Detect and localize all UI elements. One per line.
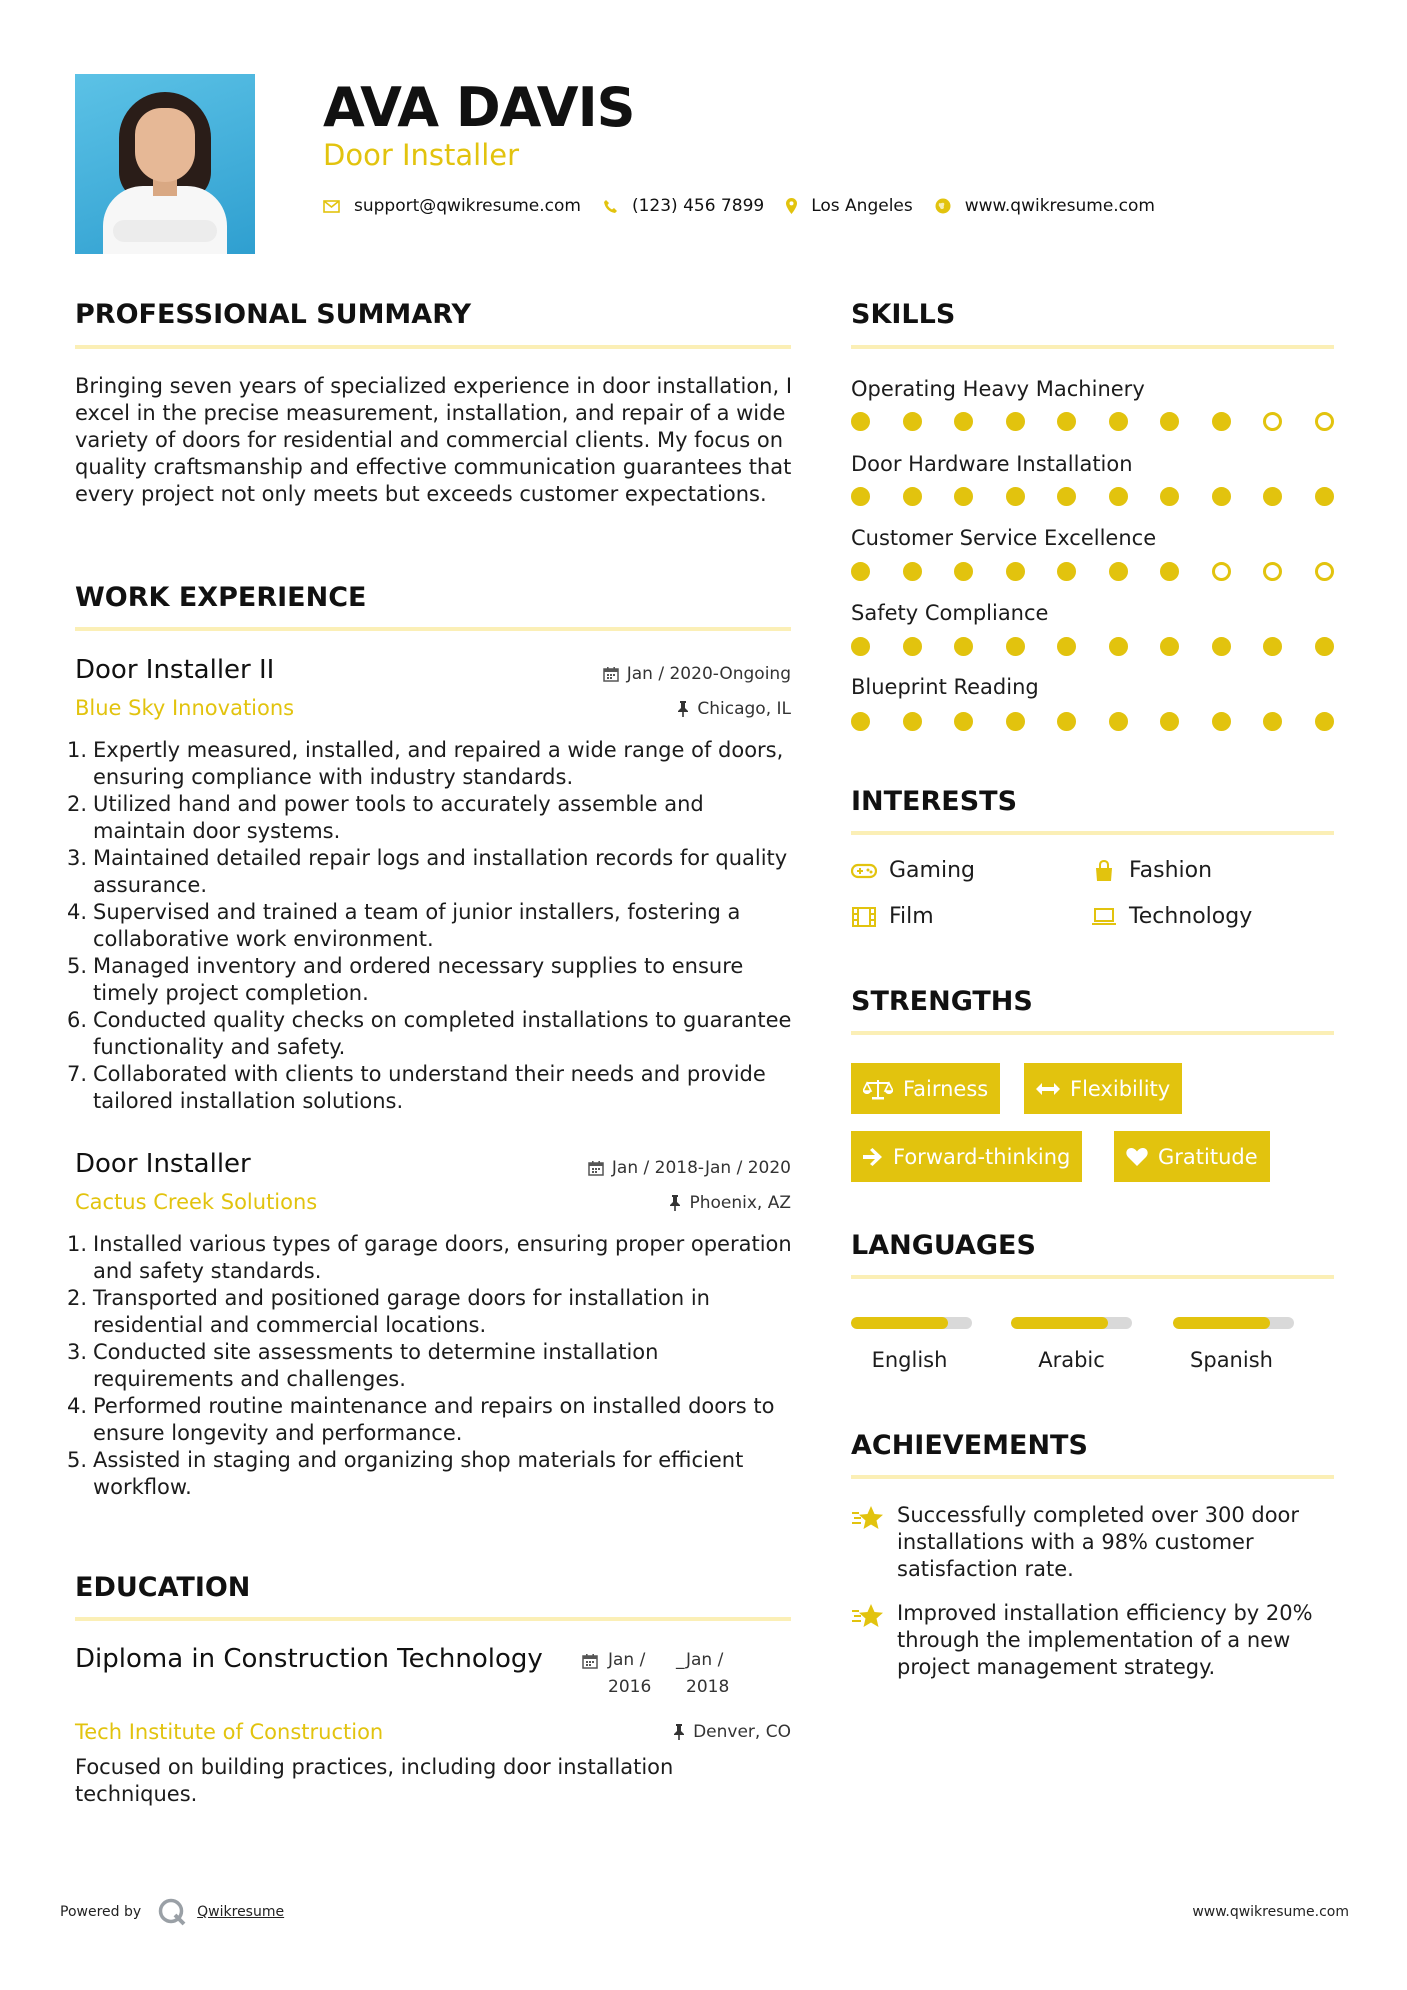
job-bullets	[75, 737, 797, 1115]
skill-dot-filled	[851, 487, 870, 506]
skill-dot-filled	[1263, 637, 1282, 656]
skill-dot-filled	[1006, 712, 1025, 731]
list-item: Maintained detailed repair logs and installation records for quality assurance.	[93, 846, 788, 897]
skill-dot-filled	[1315, 637, 1334, 656]
skill-dot-filled	[954, 712, 973, 731]
pin-icon	[677, 701, 689, 717]
skill-dot-filled	[1057, 487, 1076, 506]
laptop-icon	[1091, 906, 1117, 928]
skill-dot-empty	[1263, 412, 1282, 431]
skill-dot-filled	[1109, 712, 1128, 731]
list-item: Assisted in staging and organizing shop materials for efficient workflow.	[93, 1448, 744, 1499]
summary-heading: PROFESSIONAL SUMMARY	[75, 299, 472, 330]
job-date-text: Jan / 2020-Ongoing	[626, 664, 791, 684]
skill-dot-filled	[1057, 412, 1076, 431]
skill-dot-filled	[851, 637, 870, 656]
arrows-horizontal-icon	[1036, 1083, 1060, 1095]
skill-dot-filled	[1212, 412, 1231, 431]
skill-dot-filled	[1160, 712, 1179, 731]
list-item: Managed inventory and ordered necessary supplies to ensure timely project completion.	[93, 954, 744, 1005]
language-name: Arabic	[1038, 1348, 1105, 1372]
skills-divider	[851, 345, 1334, 349]
end-year: 2018	[686, 1677, 730, 1697]
skill-dot-filled	[954, 562, 973, 581]
job-location-text: Chicago, IL	[697, 699, 791, 719]
strengths-divider	[851, 1031, 1334, 1035]
job-bullets	[75, 1231, 797, 1501]
job-date	[480, 662, 791, 686]
list-item: Collaborated with clients to understand their needs and provide tailored installation solutions.	[93, 1062, 766, 1113]
degree-title: Diploma in Construction Technology	[75, 1644, 543, 1674]
skill-dot-filled	[851, 412, 870, 431]
language-name: Spanish	[1190, 1348, 1273, 1372]
skill-dot-filled	[1160, 562, 1179, 581]
achievement-text: Improved installation efficiency by 20% through the implementation of a new project management strategy.	[897, 1601, 1313, 1679]
gamepad-icon	[851, 860, 877, 882]
job-title: Door Installer	[75, 1149, 251, 1179]
contact-location: Los Angeles	[811, 196, 913, 216]
job-location	[480, 1191, 791, 1215]
interest-label: Film	[889, 904, 934, 929]
skill-dot-filled	[1160, 637, 1179, 656]
strength-label: Forward-thinking	[893, 1144, 1071, 1169]
interest-fashion	[1091, 857, 1212, 885]
skill-dot-filled	[1006, 562, 1025, 581]
interest-label: Gaming	[889, 858, 975, 883]
skill-dot-filled	[1263, 487, 1282, 506]
skill-rating	[851, 712, 1366, 731]
shopping-bag-icon	[1091, 860, 1117, 882]
skill-dot-empty	[1315, 562, 1334, 581]
skill-dot-empty	[1212, 562, 1231, 581]
skill-dot-filled	[1315, 712, 1334, 731]
achievement-item	[851, 1502, 1337, 1583]
skill-dot-filled	[1315, 487, 1334, 506]
education-end	[686, 1647, 746, 1701]
job-date	[480, 1156, 791, 1180]
strengths-heading: STRENGTHS	[851, 986, 1033, 1017]
skill-dot-filled	[954, 637, 973, 656]
language-level-bar	[1011, 1317, 1132, 1329]
job-company: Cactus Creek Solutions	[75, 1190, 318, 1214]
language-name: English	[871, 1348, 948, 1372]
date-separator: _	[676, 1650, 685, 1670]
skill-dot-filled	[954, 487, 973, 506]
pin-icon	[673, 1724, 685, 1740]
education-location-text: Denver, CO	[693, 1722, 791, 1742]
languages-heading: LANGUAGES	[851, 1230, 1036, 1261]
qwikresume-logo-icon	[157, 1897, 187, 1927]
end-month: Jan /	[686, 1650, 724, 1670]
language-level-bar	[851, 1317, 972, 1329]
candidate-name: AVA DAVIS	[323, 76, 635, 139]
strength-label: Fairness	[903, 1076, 989, 1101]
achievement-text: Successfully completed over 300 door installations with a 98% customer satisfaction rate.	[897, 1503, 1300, 1581]
skill-rating	[851, 562, 1366, 581]
skill-dot-filled	[1212, 712, 1231, 731]
skill-dot-filled	[1109, 487, 1128, 506]
powered-by	[60, 1897, 284, 1927]
interests-divider	[851, 831, 1334, 835]
list-item: Expertly measured, installed, and repaired a wide range of doors, ensuring compliance with industry standards.	[93, 738, 784, 789]
languages-divider	[851, 1275, 1334, 1279]
strength-label: Gratitude	[1158, 1144, 1258, 1169]
footer-url[interactable]: www.qwikresume.com	[1192, 1904, 1349, 1920]
job-location-text: Phoenix, AZ	[689, 1193, 791, 1213]
list-item: Transported and positioned garage doors for installation in residential and commercial locations.	[93, 1286, 710, 1337]
map-marker-icon	[786, 198, 797, 214]
experience-divider	[75, 627, 791, 631]
skill-dot-filled	[903, 412, 922, 431]
star-icon	[851, 1502, 885, 1583]
skill-rating	[851, 637, 1366, 656]
skill-rating	[851, 412, 1366, 431]
skill-dot-filled	[903, 487, 922, 506]
skill-dot-filled	[1057, 562, 1076, 581]
film-icon	[851, 906, 877, 928]
envelope-icon	[323, 200, 340, 213]
balance-scale-icon	[863, 1078, 893, 1100]
achievements-heading: ACHIEVEMENTS	[851, 1430, 1088, 1461]
skill-dot-filled	[1160, 412, 1179, 431]
summary-divider	[75, 345, 791, 349]
skill-dot-filled	[851, 712, 870, 731]
interests-heading: INTERESTS	[851, 786, 1018, 817]
school-name: Tech Institute of Construction	[75, 1720, 384, 1744]
star-icon	[851, 1600, 885, 1681]
list-item: Conducted quality checks on completed installations to guarantee functionality and safety.	[93, 1008, 792, 1059]
brand-link[interactable]: Qwikresume	[197, 1904, 285, 1920]
skills-heading: SKILLS	[851, 299, 956, 330]
skill-dot-filled	[1109, 562, 1128, 581]
language-level-fill	[851, 1317, 948, 1329]
strength-badge	[1024, 1063, 1182, 1114]
language-level-fill	[1011, 1317, 1108, 1329]
achievement-item	[851, 1600, 1337, 1681]
skill-dot-filled	[1109, 637, 1128, 656]
education-start	[608, 1647, 668, 1701]
skill-dot-empty	[1263, 562, 1282, 581]
list-item: Supervised and trained a team of junior installers, fostering a collaborative work environment.	[93, 900, 741, 951]
skill-dot-filled	[1212, 637, 1231, 656]
job-company: Blue Sky Innovations	[75, 696, 295, 720]
skill-dot-filled	[1109, 412, 1128, 431]
job-title: Door Installer II	[75, 655, 275, 685]
skill-dot-filled	[1006, 412, 1025, 431]
language-level-bar	[1173, 1317, 1294, 1329]
job-location	[480, 697, 791, 721]
skill-dot-filled	[1006, 637, 1025, 656]
skill-rating	[851, 487, 1366, 506]
skill-dot-filled	[1057, 712, 1076, 731]
skill-dot-empty	[1315, 412, 1334, 431]
skill-name: Blueprint Reading	[851, 675, 1039, 699]
contact-website[interactable]: www.qwikresume.com	[964, 196, 1155, 216]
skill-dot-filled	[1212, 487, 1231, 506]
education-location	[480, 1720, 791, 1744]
start-year: 2016	[608, 1677, 652, 1697]
job-date-text: Jan / 2018-Jan / 2020	[611, 1158, 791, 1178]
language-level-fill	[1173, 1317, 1270, 1329]
achievements-divider	[851, 1475, 1334, 1479]
powered-by-label: Powered by	[60, 1904, 142, 1920]
skill-dot-filled	[903, 712, 922, 731]
globe-icon	[935, 198, 951, 214]
list-item: Installed various types of garage doors, ensuring proper operation and safety standards.	[93, 1232, 792, 1283]
contact-phone[interactable]: (123) 456 7899	[631, 196, 765, 216]
skill-name: Safety Compliance	[851, 601, 1049, 625]
experience-heading: WORK EXPERIENCE	[75, 582, 367, 613]
skill-name: Door Hardware Installation	[851, 452, 1133, 476]
strength-badge	[1114, 1131, 1270, 1182]
candidate-title: Door Installer	[323, 138, 520, 172]
calendar-icon	[588, 1160, 604, 1176]
skill-dot-filled	[1006, 487, 1025, 506]
phone-icon	[603, 199, 618, 214]
profile-photo	[75, 74, 255, 254]
education-dates	[582, 1647, 746, 1701]
education-description: Focused on building practices, including door installation techniques.	[75, 1755, 674, 1806]
skill-dot-filled	[1160, 487, 1179, 506]
interest-technology	[1091, 903, 1252, 931]
start-month: Jan /	[608, 1650, 646, 1670]
education-heading: EDUCATION	[75, 1572, 251, 1603]
arrow-right-icon	[863, 1148, 883, 1166]
interest-label: Fashion	[1129, 858, 1213, 883]
skill-name: Customer Service Excellence	[851, 526, 1157, 550]
skill-dot-filled	[903, 637, 922, 656]
list-item: Utilized hand and power tools to accurately assemble and maintain door systems.	[93, 792, 704, 843]
strength-badge	[851, 1131, 1082, 1182]
interest-gaming	[851, 857, 975, 885]
skill-dot-filled	[1057, 637, 1076, 656]
strength-badge	[851, 1063, 1000, 1114]
list-item: Performed routine maintenance and repairs on installed doors to ensure longevity and performance.	[93, 1394, 775, 1445]
summary-text: Bringing seven years of specialized experience in door installation, I excel in the precise measurement, installation, and repair of a wide variety of doors for residential and commercial clients. My focus on quality craftsmanship and effective communication guarantees that every project not only meets but exceeds customer expectations.	[75, 374, 793, 506]
strength-label: Flexibility	[1070, 1076, 1171, 1101]
education-divider	[75, 1617, 791, 1621]
interest-film	[851, 903, 934, 931]
skill-dot-filled	[1263, 712, 1282, 731]
calendar-icon	[582, 1647, 598, 1701]
skill-dot-filled	[954, 412, 973, 431]
contact-bar	[323, 193, 1177, 219]
skill-name: Operating Heavy Machinery	[851, 377, 1145, 401]
list-item: Conducted site assessments to determine installation requirements and challenges.	[93, 1340, 659, 1391]
skill-dot-filled	[851, 562, 870, 581]
calendar-icon	[603, 666, 619, 682]
interest-label: Technology	[1129, 904, 1253, 929]
heart-icon	[1126, 1147, 1148, 1167]
skill-dot-filled	[903, 562, 922, 581]
contact-email[interactable]: support@qwikresume.com	[354, 196, 581, 216]
pin-icon	[669, 1195, 681, 1211]
